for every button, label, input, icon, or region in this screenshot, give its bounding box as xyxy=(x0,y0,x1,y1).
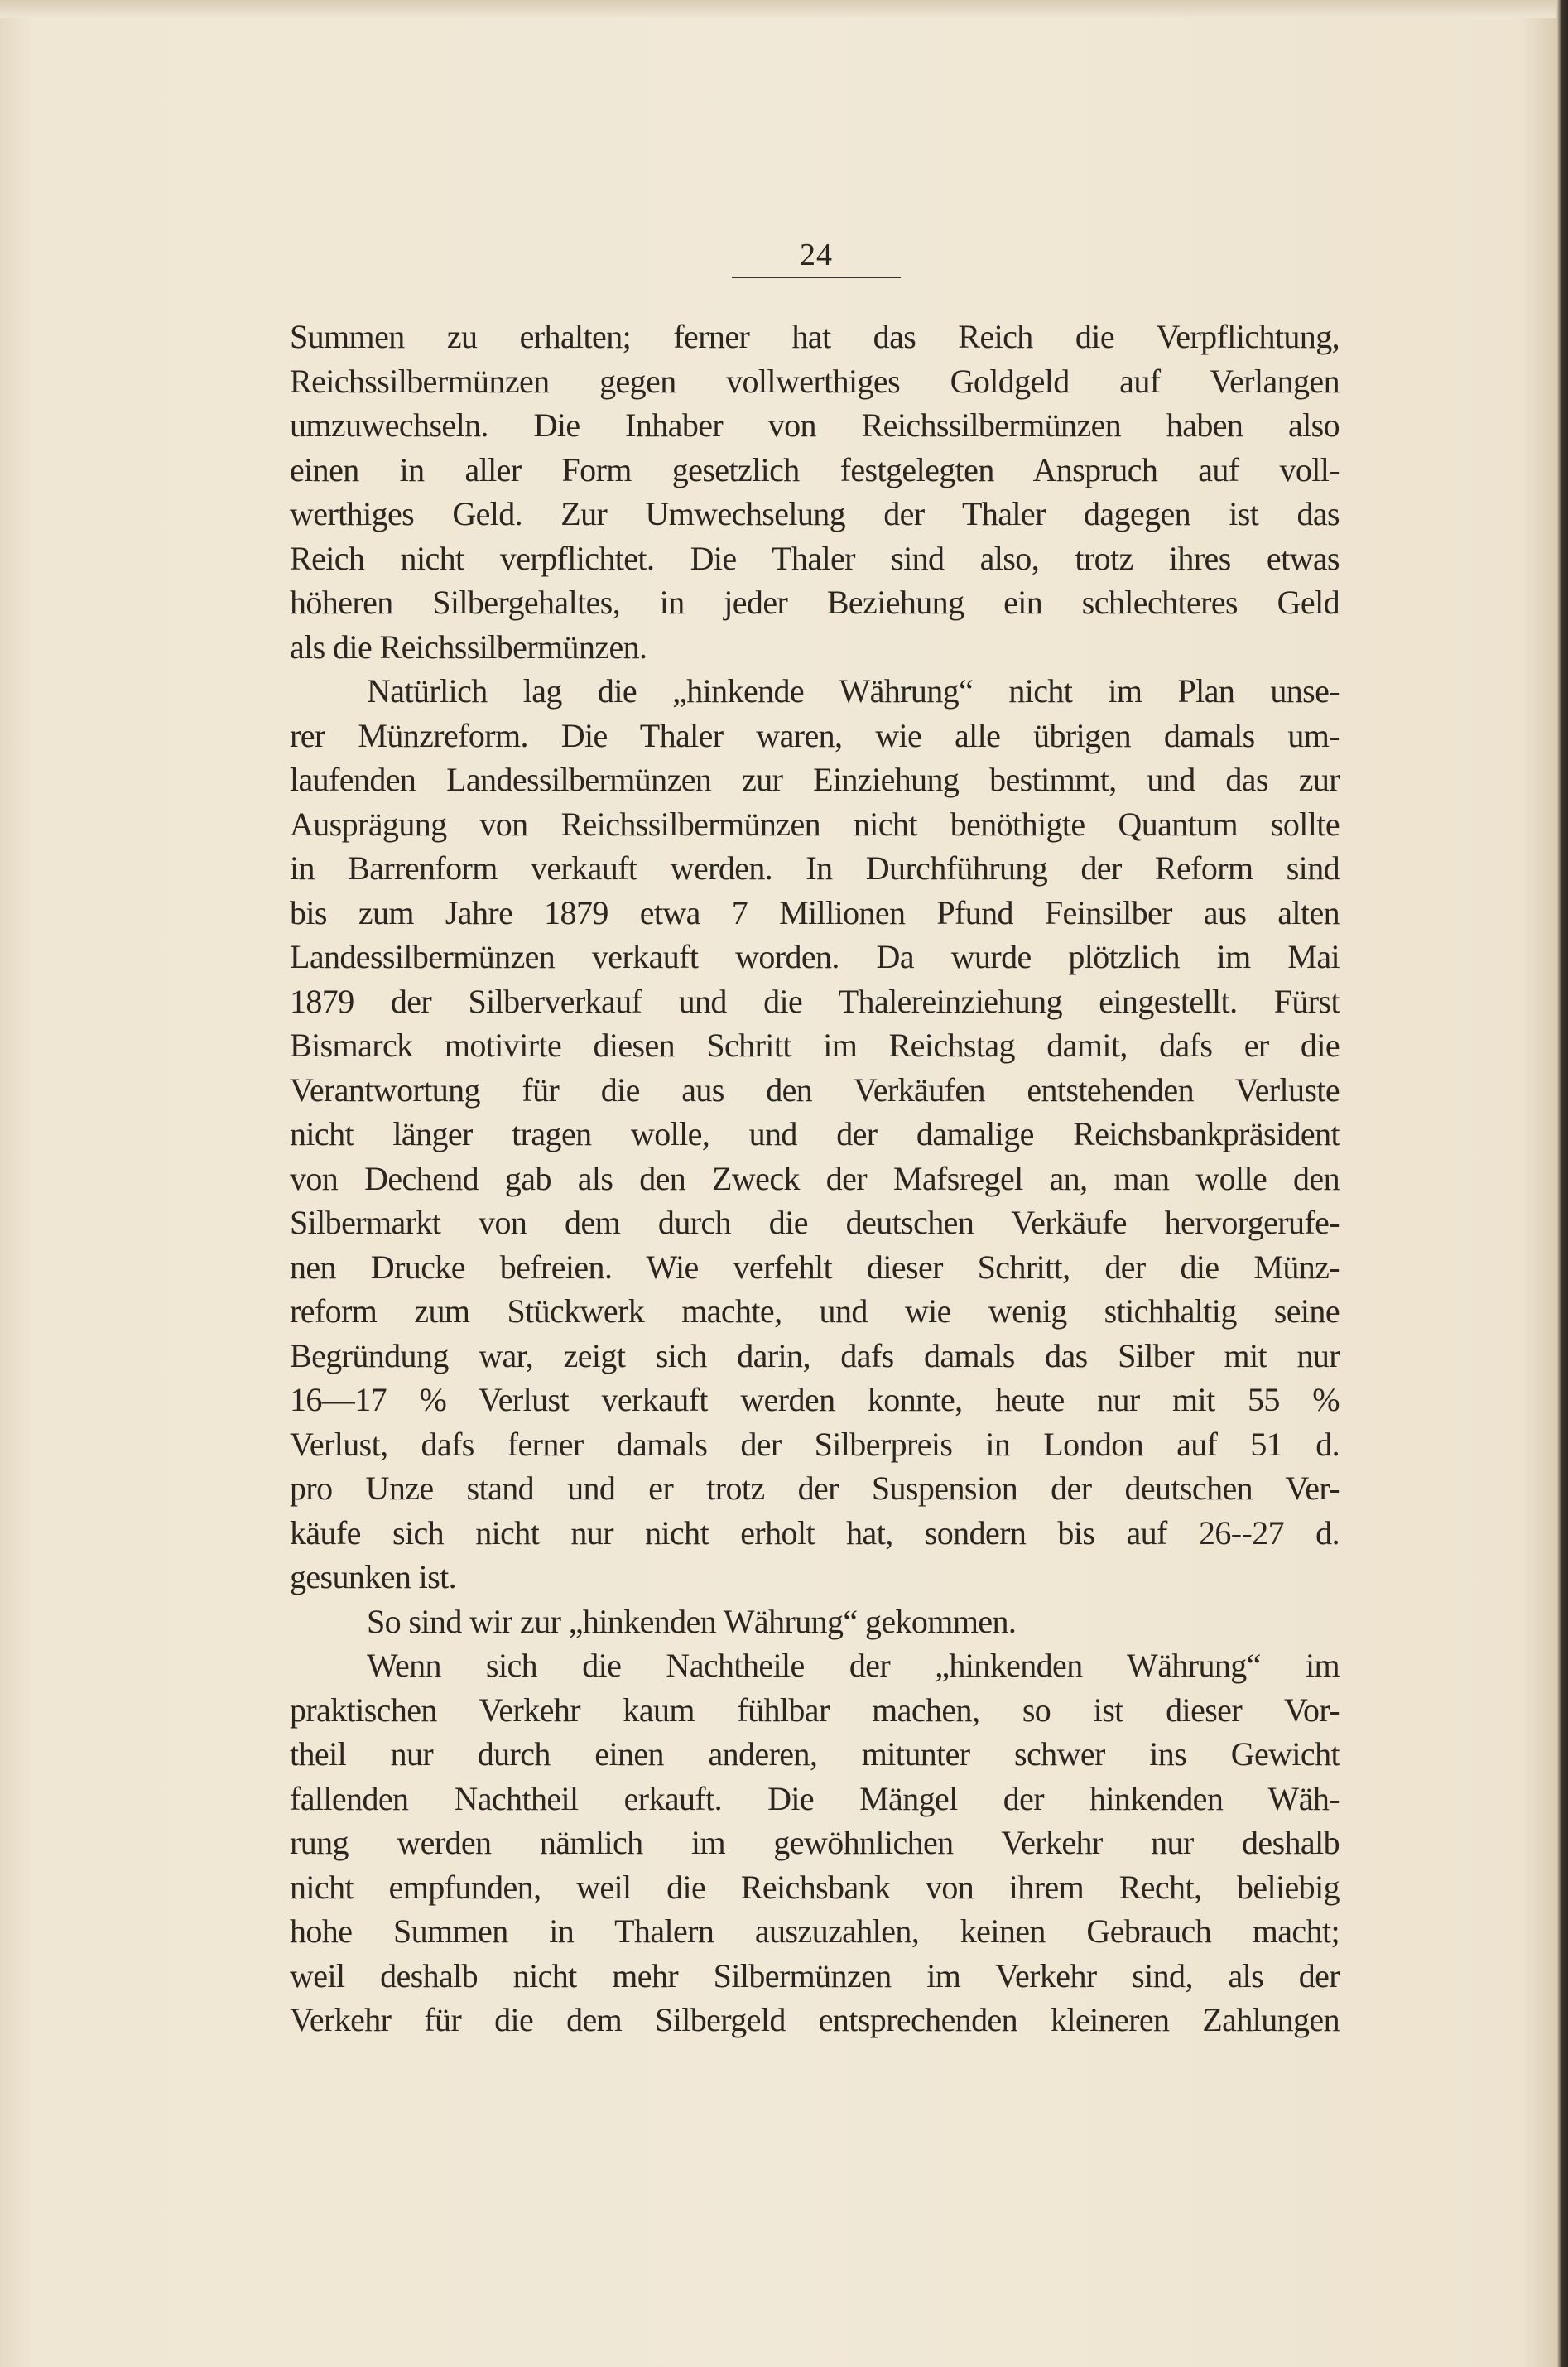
text-line: Ausprägung von Reichssilbermünzen nicht benöthigte Quantum sollte xyxy=(290,805,1340,843)
text-line: theil nur durch einen anderen, mitunter schwer ins Gewicht xyxy=(290,1735,1340,1773)
text-line: gesunken ist. xyxy=(290,1558,457,1595)
text-line: einen in aller Form gesetzlich festgelegten Anspruch auf voll- xyxy=(290,450,1340,488)
text-line: rung werden nämlich im gewöhnlichen Verkehr nur deshalb xyxy=(290,1824,1340,1861)
text-line: Reich nicht verpflichtet. Die Thaler sind also, trotz ihres etwas xyxy=(290,539,1340,577)
text-line: höheren Silbergehaltes, in jeder Beziehung ein schlechteres Geld xyxy=(290,584,1340,621)
text-line: Verantwortung für die aus den Verkäufen entstehenden Verluste xyxy=(290,1070,1340,1109)
text-line: 1879 der Silberverkauf und die Thalereinziehung eingestellt. Fürst xyxy=(290,982,1340,1020)
text-line: 16—17 % Verlust verkauft werden konnte, heute nur mit 55 % xyxy=(290,1381,1340,1418)
text-line: Reichssilbermünzen gegen vollwerthiges Goldgeld auf Verlangen xyxy=(290,362,1340,400)
text-line: pro Unze stand und er trotz der Suspension der deutschen Ver- xyxy=(290,1470,1340,1507)
text-line: Landessilbermünzen verkauft worden. Da wurde plötzlich im Mai xyxy=(290,938,1340,975)
text-line: bis zum Jahre 1879 etwa 7 Millionen Pfund Feinsilber aus alten xyxy=(290,893,1340,931)
text-line: umzuwechseln. Die Inhaber von Reichssilbermünzen haben also xyxy=(290,407,1340,444)
text-line: weil deshalb nicht mehr Silbermünzen im Verkehr sind, als der xyxy=(290,1956,1340,1994)
text-line: Silbermarkt von dem durch die deutschen Verkäufe hervorgerufe- xyxy=(290,1204,1340,1241)
text-line: nicht länger tragen wolle, und der damalige Reichsbankpräsident xyxy=(290,1115,1340,1152)
page-number: 24 xyxy=(800,238,833,272)
text-line: So sind wir zur „hinkenden Währung“ gekommen. xyxy=(367,1602,1017,1640)
text-line: laufenden Landessilbermünzen zur Einziehung bestimmt, und das zur xyxy=(290,761,1340,798)
text-line: Begründung war, zeigt sich darin, dafs damals das Silber mit nur xyxy=(290,1336,1340,1374)
text-line: Summen zu erhalten; ferner hat das Reich die Verpflichtung, xyxy=(290,318,1340,355)
text-line: Verlust, dafs ferner damals der Silberpreis in London auf 51 d. xyxy=(290,1425,1340,1463)
text-line: reform zum Stückwerk machte, und wie wenig stichhaltig seine xyxy=(290,1292,1340,1330)
text-line: hohe Summen in Thalern auszuzahlen, keinen Gebrauch macht; xyxy=(290,1912,1340,1950)
text-line: Verkehr für die dem Silbergeld entsprechenden kleineren Zahlungen xyxy=(290,2001,1340,2038)
text-line: nen Drucke befreien. Wie verfehlt dieser Schritt, der die Münz- xyxy=(290,1248,1340,1286)
text-line: fallenden Nachtheil erkauft. Die Mängel der hinkenden Wäh- xyxy=(290,1779,1340,1817)
text-line: nicht empfunden, weil die Reichsbank von ihrem Recht, beliebig xyxy=(290,1868,1340,1906)
text-line: Bismarck motivirte diesen Schritt im Reichstag damit, dafs er die xyxy=(290,1027,1340,1064)
text-line: Natürlich lag die „hinkende Währung“ nicht im Plan unse- xyxy=(367,672,1340,710)
text-line: rer Münzreform. Die Thaler waren, wie alle übrigen damals um- xyxy=(290,716,1340,754)
header-rule xyxy=(732,277,901,278)
page-top-edge xyxy=(0,0,1556,18)
text-line: werthiges Geld. Zur Umwechselung der Thaler dagegen ist das xyxy=(290,495,1340,532)
text-line: als die Reichssilbermünzen. xyxy=(290,628,647,666)
text-line: in Barrenform verkauft werden. In Durchführung der Reform sind xyxy=(290,849,1340,887)
text-line: Wenn sich die Nachtheile der „hinkenden Währung“ im xyxy=(367,1647,1340,1684)
text-line: praktischen Verkehr kaum fühlbar machen, so ist dieser Vor- xyxy=(290,1691,1340,1729)
text-line: von Dechend gab als den Zweck der Mafsregel an, man wolle den xyxy=(290,1159,1340,1197)
text-line: käufe sich nicht nur nicht erholt hat, sondern bis auf 26--27 d. xyxy=(290,1513,1340,1552)
